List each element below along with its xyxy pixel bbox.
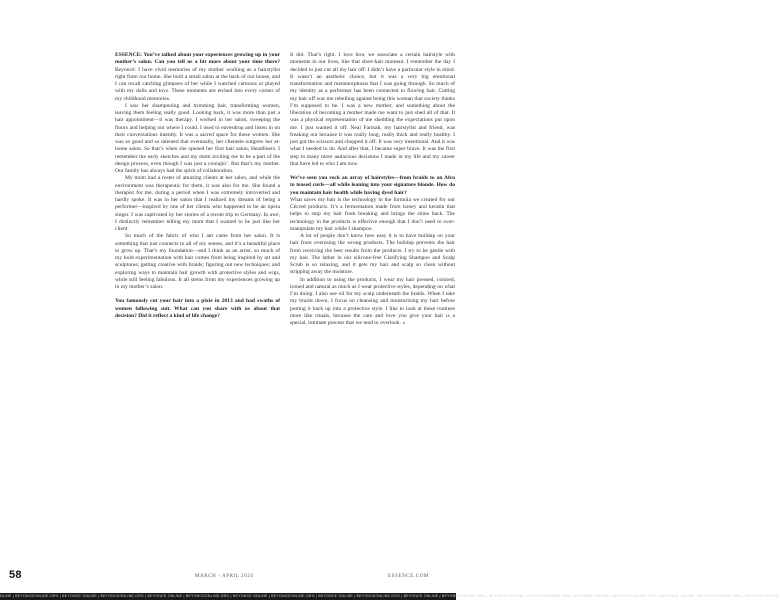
body-paragraph: I saw her shampooing and trimming hair, transforming women, leaving them feeling really good. Looking back, it was more than just a hair appointment—it was therapy. I worked in her salon, sweeping the floors and helping out where I could. I used to eavesdrop and listen in on their conversations intently. It was a sacred space for these women. She was so good and so talented that eventually, her clientele outgrew her at-home salon. So that’s when she opened her first hair salon, Headliners. I remember the early sketches and my mom inviting me to be a part of the design process, even though I was just a youngin’. But that’s my mother. Our family has always had the spirit of collaboration. (115, 102, 280, 174)
right-text-column (290, 52, 455, 327)
question-paragraph-2: You famously cut your hair into a pixie in 2013 and had swaths of women following suit. What can you share with us about that decision? Did it reflect a kind of life change? (115, 298, 280, 319)
body-paragraph: In addition to using the products, I wear my hair pressed, colored, ironed and natural as much as I wear protective styles, depending on what I’m doing. I also use oil for my scalp underneath the braids. When I take my braids down, I focus on cleansing and moisturizing my hair before putting it back up into a protective style. I like to look at these routines more like rituals, because the care and love you give your hair is a special, intimate process that we tend to overlook. » (290, 276, 455, 326)
body-paragraph: It did. That’s right. I love how we associate a certain hairstyle with moments in our lives, like that short-hair moment. I remember the day I decided to just cut all my hair off. I didn’t have a particular style in mind. It wasn’t an aesthetic choice, but it was a very big emotional transformation and metamorphosis that I was going through. So much of my identity as a performer has been connected to flowing hair. Cutting my hair off was me rebelling against being this woman that society thinks I’m supposed to be. I was a new mother, and something about the liberation of becoming a mother made me want to just shed all of that. It was a physical representation of me shedding the expectations put upon me. I just wanted it off. Neal Farinah, my hairstylist and friend, was freaking out because it was really long, really thick and really healthy. I just got the scissors and chopped it off. It was very intentional. And it was what I needed to do. And after that, I became super brave. It was the first step to many more audacious decisions I made in my life and my career that have led to who I am now. (290, 52, 455, 167)
body-paragraph: A lot of people don’t know how easy it is to have buildup on your hair from overusing the wrong products. The buildup prevents the hair from receiving the best results from the products. I try to be gentle with my hair. The lather in our silicone-free Clarifying Shampoo and Scalp Scrub is so relaxing, and it gets my hair and scalp so clean without stripping away the moisture. (290, 233, 455, 276)
answer-text: I have vivid memories of my mother working as a hairstylist right from our home. She built a small salon at the back of our house, and I can recall catching glimpses of her while I watched cartoons or played with my dolls and toys. These moments are etched into every corner of my childhood memories. (115, 66, 280, 102)
page-number: 58 (9, 569, 22, 581)
watermark-text: NLINE | BEYONCEONLINE.ORG | BEYONCE ONLINE | BEYONCEONLINE.ORG | BEYONCE ONLINE | BEYONCEONLINE.ORG | BEYONCE ONLINE | BEYONCEONLINE.ORG | BEYONCE ONLINE | BEYONCEONLINE.ORG | BEYONCE ONLINE | BEYONCEONLINE.ORG | BEYONCE ONLINE | BEYONCEONLINE.ORG | BEYONCE ONLINE | BEYONCEONLINE.ORG | BEYONCE ONLINE | BEYONCEONLINE.ORG | BEYONCE ONLINE (0, 594, 780, 598)
question-paragraph-3: We’ve seen you rock an array of hairstyles—from braids to an Afro to teased curls—all while leaning into your signature blonde. How do you maintain hair health while having dyed hair? (290, 175, 455, 196)
watermark-strip (0, 593, 780, 600)
site-name: ESSENCE.COM (388, 574, 429, 579)
body-paragraph: My mom had a roster of amazing clients at her salon, and while the environment was therapeutic for them, it was also for me. She found a therapist for me, during a period when I was extremely introverted and hardly spoke. It was in her salon that I realized my dreams of being a performer—inspired by one of her clients who happened to be an opera singer. I was captivated by her stories of a recent trip to Germany. In awe, I distinctly remember telling my mom that I wanted to be just like her client. (115, 175, 280, 232)
body-paragraph: What saves my hair is the technology in the formula we created for our Cécred products. It’s a fermentation made from honey and keratin that helps to stop my hair from breaking and brings the shine back. The technology in the products is effective enough that I don’t need to over-manipulate my hair while I shampoo. (290, 196, 455, 232)
question-paragraph-1 (115, 52, 280, 103)
left-text-column (115, 52, 280, 320)
issue-date: MARCH - APRIL 2024 (195, 574, 254, 579)
speaker-label: Beyoncé: (115, 66, 136, 73)
body-paragraph: So much of the fabric of who I am came from her salon. It is something that just connects to all of my senses, and it’s a beautiful place to grow up. That’s my foundation—and I think as an artist, so much of my bold experimentation with hair comes from being inspired by art and sculptures; getting creative with braids; figuring out new techniques; and exploring ways to maintain hair growth with protective styles and wigs, while still feeling fabulous. It all stems from my experiences growing up in my mother’s salon. (115, 233, 280, 290)
question-lead: ESSENCE: You’ve talked about your experiences growing up in your mother’s salon. Can you tell us a bit more about your time there? (115, 52, 280, 66)
page-footer (0, 569, 456, 588)
